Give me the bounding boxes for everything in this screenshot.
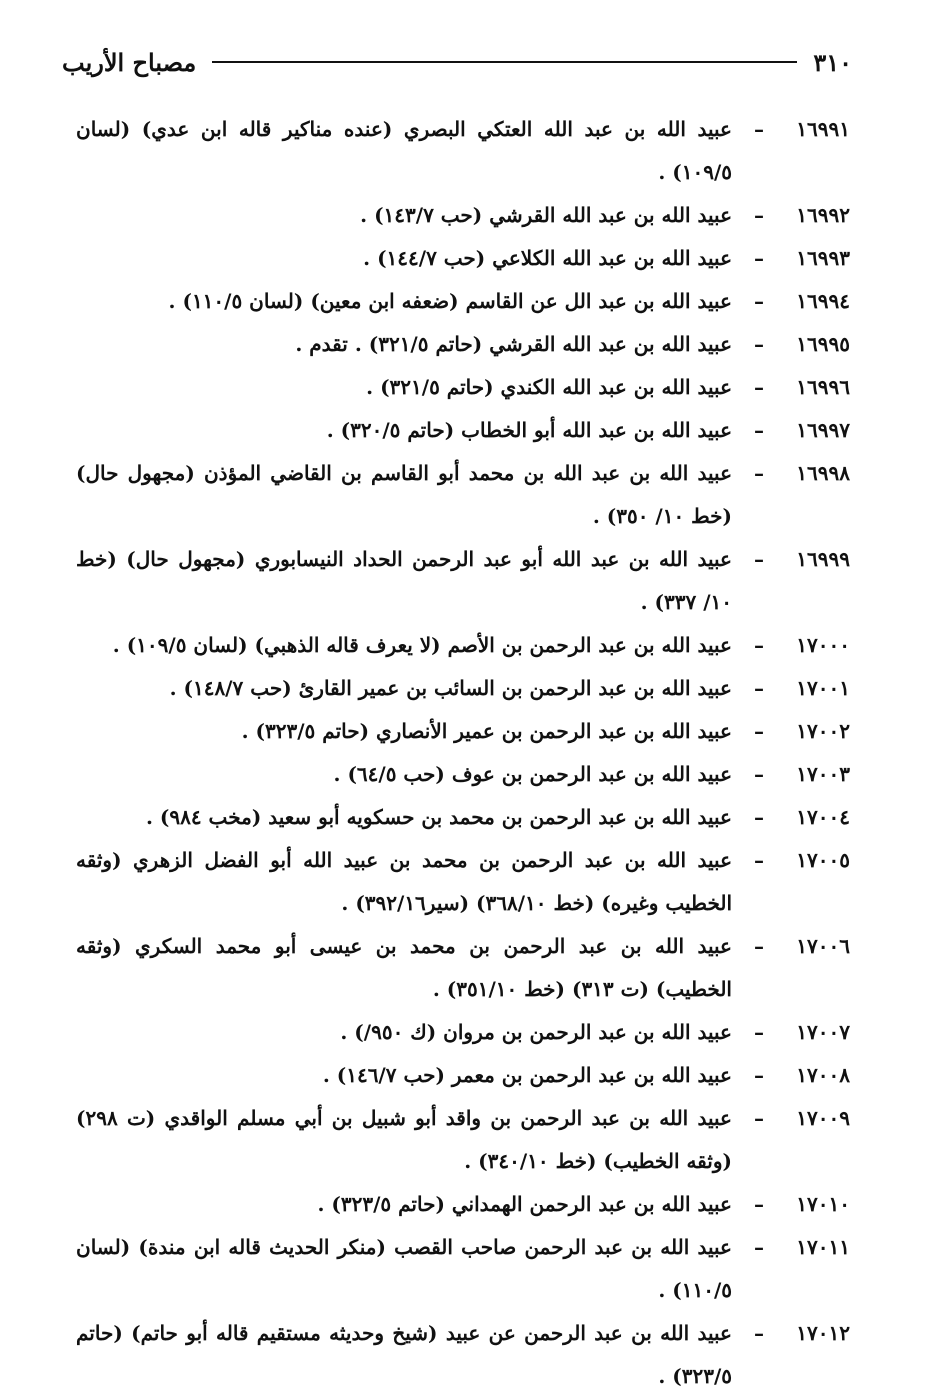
entry (76, 409, 850, 452)
entry (76, 753, 850, 796)
entry-text: عبيد الله بن عبد الل عن القاسم (ضعفه ابن معين) (لسان ١١٠/٥) . (168, 289, 732, 313)
entry (76, 1226, 850, 1312)
entry-dash: – (754, 934, 764, 958)
entry-text: عبيد الله بن عبد الله الكلاعي (حب ١٤٤/٧) . (363, 246, 732, 270)
entry-dash: – (754, 1063, 764, 1087)
entry-text: عبيد الله بن عبد الرحمن بن عوف (حب ٦٤/٥) . (333, 762, 732, 786)
entry-number: ١٦٩٩٨ (796, 461, 850, 485)
header-rule (212, 61, 797, 63)
entry-number: ١٧٠٠٠ (796, 633, 850, 657)
entry-dash: – (754, 289, 764, 313)
entry (76, 667, 850, 710)
entry-text: عبيد الله بن عبد الرحمن بن عمير الأنصاري (حاتم ٣٢٣/٥) . (241, 719, 732, 743)
entry-number: ١٧٠١٠ (796, 1192, 850, 1216)
entry-number: ١٦٩٩٢ (796, 203, 850, 227)
entry (76, 1097, 850, 1183)
entry (76, 323, 850, 366)
entry-text: عبيد الله بن عبد الرحمن بن واقد أبو شبيل بن أبي مسلم الواقدي (ت ٢٩٨) (وثقه الخطيب) (خط ٣٤٠/١٠) . (76, 1106, 732, 1173)
entry (76, 237, 850, 280)
entry-dash: – (754, 805, 764, 829)
entry (76, 366, 850, 409)
entry-number: ١٦٩٩٩ (796, 547, 850, 571)
entry-number: ١٧٠٠٣ (796, 762, 850, 786)
entry-number: ١٧٠١٢ (796, 1321, 850, 1345)
entry (76, 194, 850, 237)
entry-number: ١٦٩٩٣ (796, 246, 850, 270)
entry-dash: – (754, 848, 764, 872)
entry-number: ١٦٩٩٦ (796, 375, 850, 399)
entry-dash: – (754, 461, 764, 485)
page-header (62, 38, 852, 86)
entry-text: عبيد الله بن عبد الرحمن بن مروان (ك ٩٥٠/) . (340, 1020, 732, 1044)
entry (76, 108, 850, 194)
entry-text: عبيد الله بن عبد الرحمن بن محمد بن عبيد الله أبو الفضل الزهري (وثقه الخطيب وغيره) (خط ٣٦٨/١٠) (سير٣٩٢/١٦) . (76, 848, 733, 915)
entry (76, 1312, 850, 1398)
entry-dash: – (754, 547, 764, 571)
entry-number: ١٦٩٩٥ (796, 332, 850, 356)
entry (76, 538, 850, 624)
entry (76, 452, 850, 538)
entry (76, 1183, 850, 1226)
entry-text: عبيد الله بن عبد الرحمن بن محمد بن حسكويه أبو سعيد (مخب ٩٨٤) . (145, 805, 732, 829)
entry-text: عبيد الله بن عبد الرحمن بن الأصم (لا يعرف قاله الذهبي) (لسان ١٠٩/٥) . (112, 633, 732, 657)
entry-dash: – (754, 633, 764, 657)
entry-dash: – (754, 1192, 764, 1216)
entry-number: ١٧٠١١ (796, 1235, 850, 1259)
entry-list (76, 108, 850, 1398)
entry-number: ١٧٠٠٤ (796, 805, 850, 829)
entry-number: ١٧٠٠٨ (796, 1063, 850, 1087)
entry-text: عبيد الله بن عبد الرحمن بن محمد بن عيسى أبو محمد السكري (وثقه الخطيب) (ت ٣١٣) (خط ٣٥١/١٠) . (76, 934, 732, 1001)
entry-dash: – (754, 676, 764, 700)
entry-dash: – (754, 1106, 764, 1130)
entry-text: عبيد الله بن عبد الله الكندي (حاتم ٣٢١/٥) . (366, 375, 732, 399)
entry (76, 280, 850, 323)
entry-dash: – (754, 1020, 764, 1044)
entry-number: ١٧٠٠٧ (796, 1020, 850, 1044)
entry-text: عبيد الله بن عبد الرحمن بن السائب بن عمير القارئ (حب ١٤٨/٧) . (169, 676, 732, 700)
entry-number: ١٦٩٩٤ (796, 289, 850, 313)
entry (76, 710, 850, 753)
entry (76, 624, 850, 667)
entry-dash: – (754, 719, 764, 743)
entry-number: ١٧٠٠١ (796, 676, 850, 700)
entry-text: عبيد الله بن عبد الرحمن بن معمر (حب ١٤٦/٧) . (322, 1063, 732, 1087)
entry-dash: – (754, 1321, 764, 1345)
entry-number: ١٧٠٠٩ (796, 1106, 850, 1130)
entry (76, 1054, 850, 1097)
entry-text: عبيد الله بن عبد الله القرشي (حاتم ٣٢١/٥) . تقدم . (295, 332, 732, 356)
entry-text: عبيد الله بن عبد الله العتكي البصري (عنده مناكير قاله ابن عدي) (لسان ١٠٩/٥) . (76, 117, 732, 184)
entry-text: عبيد الله بن عبد الرحمن عن عبيد (شيخ وحديثه مستقيم قاله أبو حاتم) (حاتم ٣٢٣/٥) . (76, 1321, 732, 1388)
entry-number: ١٧٠٠٦ (796, 934, 850, 958)
entry-text: عبيد الله بن عبد الرحمن صاحب القصب (منكر الحديث قاله ابن مندة) (لسان ١١٠/٥) . (76, 1235, 732, 1302)
entry-dash: – (754, 418, 764, 442)
entry-number: ١٦٩٩٧ (796, 418, 850, 442)
entry-dash: – (754, 203, 764, 227)
entry-text: عبيد الله بن عبد الله أبو الخطاب (حاتم ٣٢٠/٥) . (326, 418, 732, 442)
entry-number: ١٧٠٠٢ (796, 719, 850, 743)
entry (76, 925, 850, 1011)
entry (76, 839, 850, 925)
entry (76, 796, 850, 839)
entry-text: عبيد الله بن عبد الله القرشي (حب ١٤٣/٧) . (360, 203, 732, 227)
entry-dash: – (754, 246, 764, 270)
page-number: ٣١٠ (813, 47, 852, 77)
entry-text: عبيد الله بن عبد الله بن محمد أبو القاسم بن القاضي المؤذن (مجهول حال) (خط ١٠/ ٣٥٠) . (76, 461, 732, 528)
entry-dash: – (754, 1235, 764, 1259)
entry-number: ١٦٩٩١ (796, 117, 850, 141)
entry (76, 1011, 850, 1054)
entry-number: ١٧٠٠٥ (796, 848, 850, 872)
entry-dash: – (754, 762, 764, 786)
book-title: مصباح الأريب (62, 47, 197, 77)
entry-dash: – (754, 332, 764, 356)
entry-dash: – (754, 117, 764, 141)
entry-text: عبيد الله بن عبد الله أبو عبد الرحمن الحداد النيسابوري (مجهول حال) (خط ١٠/ ٣٣٧) . (76, 547, 732, 614)
entry-text: عبيد الله بن عبد الرحمن الهمداني (حاتم ٣٢٣/٥) . (317, 1192, 732, 1216)
entry-dash: – (754, 375, 764, 399)
